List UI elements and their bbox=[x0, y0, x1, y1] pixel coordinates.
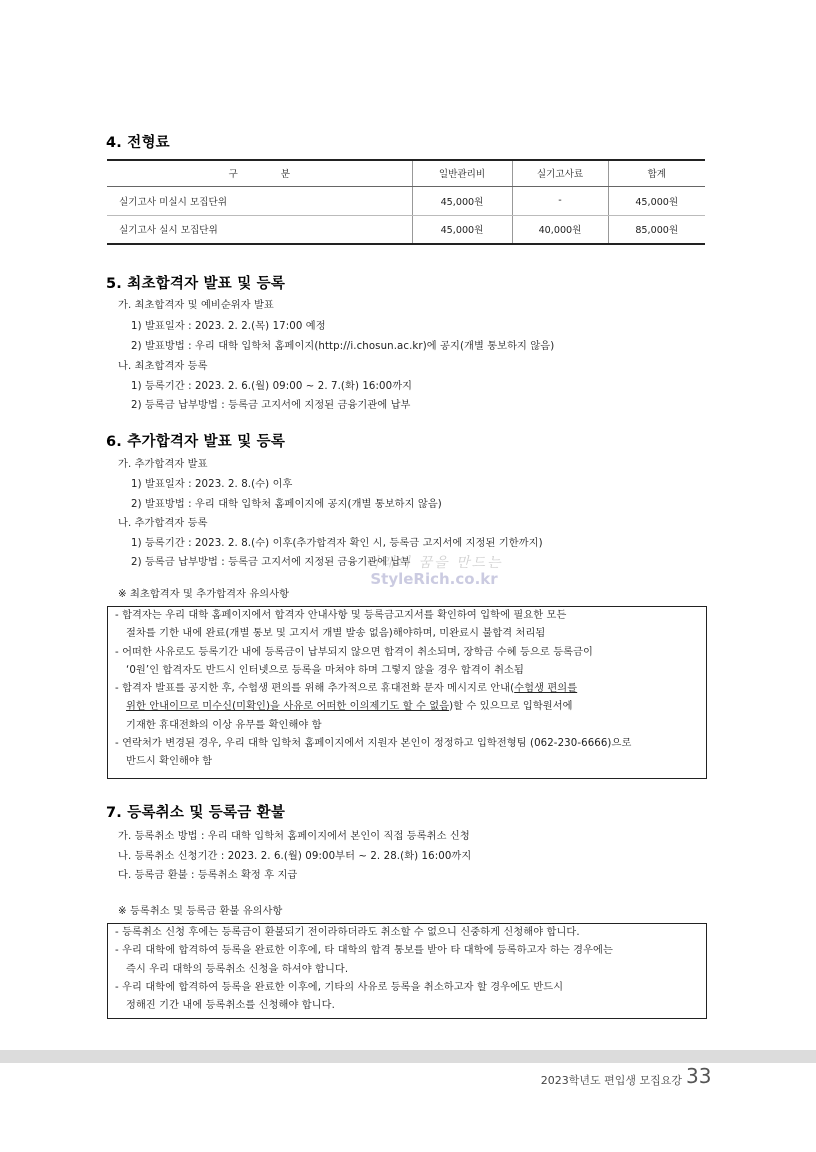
notice-line: - 합격자는 우리 대학 홈페이지에서 합격자 안내사항 및 등록금고지서를 확인하여 입학에 필요한 모든 bbox=[115, 610, 567, 621]
notice-text: )할 수 있으므로 입학원서에 bbox=[449, 701, 573, 713]
table-row bbox=[107, 186, 705, 215]
s5-item-a2: 2) 발표방법 : 우리 대학 입학처 홈페이지(http://i.chosun.ac.kr)에 공지(개별 통보하지 않음) bbox=[131, 341, 555, 352]
fee-table-header bbox=[107, 160, 705, 186]
s6-item-b1: 1) 등록기간 : 2023. 2. 8.(수) 이후(추가합격자 확인 시, 등록금 고지서에 지정된 기한까지) bbox=[131, 538, 543, 549]
notice-underlined-text: 위한 안내이므로 미수신(미확인)을 사유로 어떠한 이의제기도 할 수 없음 bbox=[126, 701, 450, 713]
s7-item-c: 다. 등록금 환불 : 등록취소 확정 후 지급 bbox=[118, 870, 298, 881]
notice-line: - 등록취소 신청 후에는 등록금이 환불되기 전이라하더라도 취소할 수 없으니 신중하게 신청해야 합니다. bbox=[115, 927, 580, 938]
section-7-title: 7. 등록취소 및 등록금 환불 bbox=[106, 805, 286, 821]
fee-header-general: 일반관리비 bbox=[412, 160, 512, 186]
fee-row-label: 실기고사 실시 모집단위 bbox=[107, 215, 412, 244]
watermark bbox=[334, 552, 534, 588]
watermark-line-1: 미래의 꿈을 만드는 bbox=[365, 555, 503, 571]
notice-line: 절차를 기한 내에 완료(개별 통보 및 고지서 개별 발송 없음)해야하며, 미완료시 불합격 처리됨 bbox=[126, 628, 546, 640]
fee-row-general: 45,000원 bbox=[412, 186, 512, 215]
fee-row-label: 실기고사 미실시 모집단위 bbox=[107, 186, 412, 215]
notice-text: - 합격자 발표를 공지한 후, 수험생 편의를 위해 추가적으로 휴대전화 문자 메시지로 안내( bbox=[115, 683, 515, 695]
fee-row-total: 85,000원 bbox=[608, 215, 705, 244]
fee-table bbox=[107, 159, 705, 245]
fee-row-general: 45,000원 bbox=[412, 215, 512, 244]
fee-header-category: 구 분 bbox=[107, 160, 412, 186]
watermark-line-2: StyleRich.co.kr bbox=[370, 570, 498, 588]
page-number: 33 bbox=[686, 1064, 712, 1088]
notice-line: - 우리 대학에 합격하여 등록을 완료한 이후에, 타 대학의 합격 통보를 받아 타 대학에 등록하고자 하는 경우에는 bbox=[115, 945, 613, 957]
s5-item-b: 나. 최초합격자 등록 bbox=[118, 361, 208, 372]
notice-line: 기재한 휴대전화의 이상 유무를 확인해야 함 bbox=[126, 719, 322, 731]
fee-header-total: 합계 bbox=[608, 160, 705, 186]
notice-line: - 우리 대학에 합격하여 등록을 완료한 이후에, 기타의 사유로 등록을 취소하고자 할 경우에도 반드시 bbox=[115, 981, 564, 993]
section-6-title: 6. 추가합격자 발표 및 등록 bbox=[106, 434, 286, 450]
notice-line bbox=[108, 698, 706, 716]
s5-item-a1: 1) 발표일자 : 2023. 2. 2.(목) 17:00 예정 bbox=[131, 321, 326, 332]
s6-notice-box bbox=[107, 606, 707, 779]
notice-line: - 연락처가 변경된 경우, 우리 대학 입학처 홈페이지에서 지원자 본인이 정정하고 입학전형팀 (062-230-6666)으로 bbox=[115, 738, 632, 750]
fee-row-practical: - bbox=[512, 186, 608, 215]
s6-item-b2: 2) 등록금 납부방법 : 등록금 고지서에 지정된 금융기관에 납부 bbox=[131, 557, 411, 568]
fee-row-total: 45,000원 bbox=[608, 186, 705, 215]
notice-line: ‘0원’인 합격자도 반드시 인터넷으로 등록을 마쳐야 하며 그렇지 않을 경우 합격이 취소됨 bbox=[126, 664, 524, 676]
notice-line: 즉시 우리 대학의 등록취소 신청을 하셔야 합니다. bbox=[126, 963, 349, 975]
s5-item-b2: 2) 등록금 납부방법 : 등록금 고지서에 지정된 금융기관에 납부 bbox=[131, 400, 411, 411]
notice-line: 정해진 기간 내에 등록취소를 신청해야 합니다. bbox=[126, 1000, 335, 1012]
notice-line: - 어떠한 사유로도 등록기간 내에 등록금이 납부되지 않으면 합격이 취소되며, 장학금 수혜 등으로 등록금이 bbox=[115, 646, 593, 658]
s6-note-title: ※ 최초합격자 및 추가합격자 유의사항 bbox=[118, 589, 290, 600]
table-row bbox=[107, 215, 705, 244]
fee-row-practical: 40,000원 bbox=[512, 215, 608, 244]
s6-item-a2: 2) 발표방법 : 우리 대학 입학처 홈페이지에 공지(개별 통보하지 않음) bbox=[131, 499, 442, 510]
s6-item-a1: 1) 발표일자 : 2023. 2. 8.(수) 이후 bbox=[131, 479, 293, 490]
section-5-title: 5. 최초합격자 발표 및 등록 bbox=[106, 276, 286, 292]
notice-line bbox=[108, 680, 706, 698]
fee-header-practical: 실기고사료 bbox=[512, 160, 608, 186]
notice-underlined-text: 수험생 편의를 bbox=[514, 683, 578, 695]
s7-notice-box bbox=[107, 923, 707, 1019]
s7-item-b: 나. 등록취소 신청기간 : 2023. 2. 6.(월) 09:00부터 ~ 2. 28.(화) 16:00까지 bbox=[118, 851, 472, 862]
s5-item-b1: 1) 등록기간 : 2023. 2. 6.(월) 09:00 ~ 2. 7.(화) 16:00까지 bbox=[131, 381, 413, 392]
footer-bar bbox=[0, 1050, 816, 1063]
footer-title: 2023학년도 편입생 모집요강 bbox=[540, 1074, 682, 1087]
s6-item-b: 나. 추가합격자 등록 bbox=[118, 518, 208, 529]
s6-item-a: 가. 추가합격자 발표 bbox=[118, 459, 208, 470]
s7-note-title: ※ 등록취소 및 등록금 환불 유의사항 bbox=[118, 906, 283, 917]
s5-item-a: 가. 최초합격자 및 예비순위자 발표 bbox=[118, 300, 274, 311]
notice-line: 반드시 확인해야 함 bbox=[126, 756, 213, 768]
s7-item-a: 가. 등록취소 방법 : 우리 대학 입학처 홈페이지에서 본인이 직접 등록취소 신청 bbox=[118, 831, 470, 842]
section-4-title: 4. 전형료 bbox=[106, 135, 170, 151]
